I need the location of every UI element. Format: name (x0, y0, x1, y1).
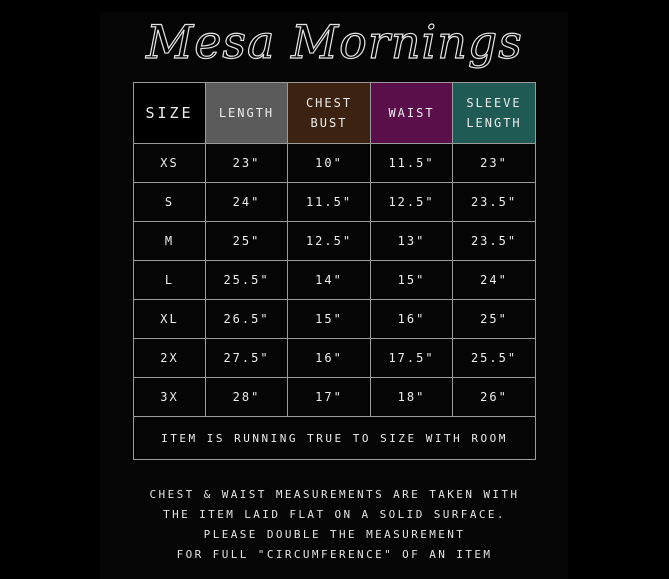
header-chest-line2: BUST (310, 116, 348, 130)
sleeve-cell: 24" (453, 261, 536, 300)
table-row (134, 222, 536, 261)
waist-cell: 15" (371, 261, 453, 300)
size-cell: 3X (134, 378, 206, 417)
size-cell: L (134, 261, 206, 300)
length-cell: 28" (206, 378, 288, 417)
header-chest-line1: CHEST (305, 96, 353, 110)
sleeve-cell: 25.5" (453, 339, 536, 378)
waist-cell: 17.5" (371, 339, 453, 378)
chest-cell: 14" (288, 261, 371, 300)
sleeve-cell: 26" (453, 378, 536, 417)
size-cell: XS (134, 144, 206, 183)
size-cell: M (134, 222, 206, 261)
waist-cell: 16" (371, 300, 453, 339)
fit-note-row (134, 417, 536, 460)
size-cell: 2X (134, 339, 206, 378)
header-length: LENGTH (206, 83, 288, 144)
fit-note: ITEM IS RUNNING TRUE TO SIZE WITH ROOM (134, 417, 536, 460)
length-cell: 27.5" (206, 339, 288, 378)
chest-cell: 12.5" (288, 222, 371, 261)
header-sleeve-length (453, 83, 536, 144)
header-sleeve-line2: LENGTH (466, 116, 522, 130)
header-chest-bust (288, 83, 371, 144)
header-sleeve-line1: SLEEVE (466, 96, 522, 110)
chest-cell: 15" (288, 300, 371, 339)
table-row (134, 339, 536, 378)
table-row (134, 183, 536, 222)
length-cell: 26.5" (206, 300, 288, 339)
table-row (134, 261, 536, 300)
footer-line: CHEST & WAIST MEASUREMENTS ARE TAKEN WITH (149, 488, 520, 501)
header-row (134, 83, 536, 144)
footer-line: PLEASE DOUBLE THE MEASUREMENT (203, 528, 466, 541)
waist-cell: 18" (371, 378, 453, 417)
measurement-note (0, 485, 669, 565)
table-row (134, 300, 536, 339)
length-cell: 24" (206, 183, 288, 222)
sleeve-cell: 23.5" (453, 183, 536, 222)
length-cell: 23" (206, 144, 288, 183)
sleeve-cell: 25" (453, 300, 536, 339)
table-row (134, 144, 536, 183)
chest-cell: 16" (288, 339, 371, 378)
sleeve-cell: 23" (453, 144, 536, 183)
size-chart-table (133, 82, 536, 460)
size-cell: XL (134, 300, 206, 339)
chest-cell: 17" (288, 378, 371, 417)
chest-cell: 11.5" (288, 183, 371, 222)
header-waist: WAIST (371, 83, 453, 144)
length-cell: 25" (206, 222, 288, 261)
footer-line: THE ITEM LAID FLAT ON A SOLID SURFACE. (163, 508, 506, 521)
waist-cell: 13" (371, 222, 453, 261)
waist-cell: 11.5" (371, 144, 453, 183)
waist-cell: 12.5" (371, 183, 453, 222)
chest-cell: 10" (288, 144, 371, 183)
table-row (134, 378, 536, 417)
page-title: Mesa Mornings (146, 15, 523, 69)
sleeve-cell: 23.5" (453, 222, 536, 261)
size-cell: S (134, 183, 206, 222)
length-cell: 25.5" (206, 261, 288, 300)
footer-line: FOR FULL "CIRCUMFERENCE" OF AN ITEM (176, 548, 493, 561)
header-size: SIZE (134, 83, 206, 144)
